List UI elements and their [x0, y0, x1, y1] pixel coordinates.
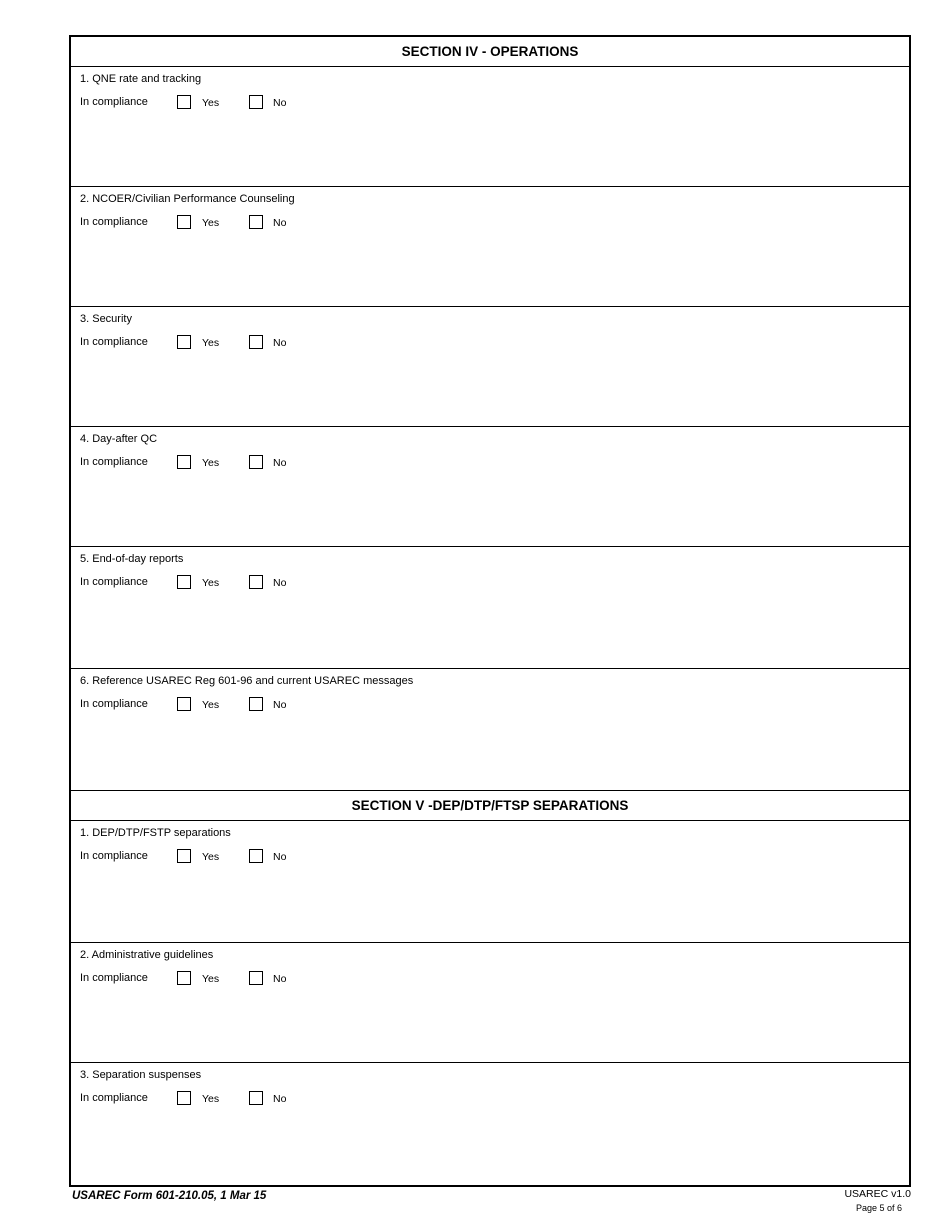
section-v-header: SECTION V -DEP/DTP/FTSP SEPARATIONS [71, 791, 909, 821]
compliance-row [80, 95, 480, 113]
yes-label: Yes [202, 577, 220, 589]
no-checkbox[interactable] [249, 697, 263, 711]
form-identifier: USAREC Form 601-210.05, 1 Mar 15 [72, 1190, 267, 1202]
comments-field[interactable] [80, 597, 900, 664]
no-label: No [273, 97, 287, 109]
no-checkbox[interactable] [249, 215, 263, 229]
no-checkbox[interactable] [249, 1091, 263, 1105]
comments-field[interactable] [80, 357, 900, 422]
compliance-row [80, 697, 480, 715]
compliance-label: In compliance [80, 576, 148, 588]
no-label: No [273, 457, 287, 469]
section-iv-item-4 [71, 427, 909, 547]
compliance-label: In compliance [80, 972, 148, 984]
yes-checkbox[interactable] [177, 971, 191, 985]
yes-checkbox[interactable] [177, 697, 191, 711]
form-version: USAREC v1.0 [844, 1188, 911, 1200]
yes-checkbox[interactable] [177, 95, 191, 109]
section-iv-header: SECTION IV - OPERATIONS [71, 37, 909, 67]
section-iv-item-1 [71, 67, 909, 187]
no-checkbox[interactable] [249, 971, 263, 985]
item-title: 1. DEP/DTP/FSTP separations [80, 827, 231, 839]
comments-field[interactable] [80, 1113, 900, 1181]
section-iv-item-3 [71, 307, 909, 427]
compliance-label: In compliance [80, 698, 148, 710]
yes-label: Yes [202, 973, 220, 985]
yes-checkbox[interactable] [177, 215, 191, 229]
yes-label: Yes [202, 337, 220, 349]
yes-label: Yes [202, 217, 220, 229]
compliance-label: In compliance [80, 336, 148, 348]
compliance-row [80, 335, 480, 353]
no-label: No [273, 577, 287, 589]
compliance-row [80, 455, 480, 473]
no-checkbox[interactable] [249, 335, 263, 349]
compliance-label: In compliance [80, 1092, 148, 1104]
inspection-form [69, 35, 911, 1187]
comments-field[interactable] [80, 237, 900, 302]
yes-label: Yes [202, 699, 220, 711]
comments-field[interactable] [80, 719, 900, 786]
no-label: No [273, 699, 287, 711]
compliance-row [80, 575, 480, 593]
compliance-row [80, 1091, 480, 1109]
no-label: No [273, 973, 287, 985]
item-title: 5. End-of-day reports [80, 553, 184, 565]
section-iv-item-6 [71, 669, 909, 791]
item-title: 2. NCOER/Civilian Performance Counseling [80, 193, 295, 205]
yes-label: Yes [202, 457, 220, 469]
item-title: 3. Separation suspenses [80, 1069, 202, 1081]
no-label: No [273, 851, 287, 863]
no-checkbox[interactable] [249, 575, 263, 589]
compliance-label: In compliance [80, 216, 148, 228]
yes-label: Yes [202, 1093, 220, 1105]
section-v-item-3 [71, 1063, 909, 1185]
page-number: Page 5 of 6 [855, 1203, 902, 1213]
no-checkbox[interactable] [249, 95, 263, 109]
yes-checkbox[interactable] [177, 335, 191, 349]
comments-field[interactable] [80, 871, 900, 938]
yes-checkbox[interactable] [177, 575, 191, 589]
item-title: 3. Security [80, 313, 132, 325]
item-title: 6. Reference USAREC Reg 601-96 and current USAREC messages [80, 675, 414, 687]
section-v-item-1 [71, 821, 909, 943]
yes-checkbox[interactable] [177, 1091, 191, 1105]
compliance-label: In compliance [80, 850, 148, 862]
yes-checkbox[interactable] [177, 849, 191, 863]
item-title: 4. Day-after QC [80, 433, 158, 445]
item-title: 2. Administrative guidelines [80, 949, 214, 961]
no-label: No [273, 337, 287, 349]
compliance-row [80, 215, 480, 233]
no-label: No [273, 1093, 287, 1105]
section-iv-item-5 [71, 547, 909, 669]
compliance-label: In compliance [80, 96, 148, 108]
compliance-row [80, 971, 480, 989]
compliance-row [80, 849, 480, 867]
no-label: No [273, 217, 287, 229]
yes-label: Yes [202, 851, 220, 863]
yes-label: Yes [202, 97, 220, 109]
item-title: 1. QNE rate and tracking [80, 73, 202, 85]
comments-field[interactable] [80, 993, 900, 1058]
section-v-item-2 [71, 943, 909, 1063]
compliance-label: In compliance [80, 456, 148, 468]
comments-field[interactable] [80, 117, 900, 182]
no-checkbox[interactable] [249, 455, 263, 469]
yes-checkbox[interactable] [177, 455, 191, 469]
comments-field[interactable] [80, 477, 900, 542]
no-checkbox[interactable] [249, 849, 263, 863]
section-iv-item-2 [71, 187, 909, 307]
